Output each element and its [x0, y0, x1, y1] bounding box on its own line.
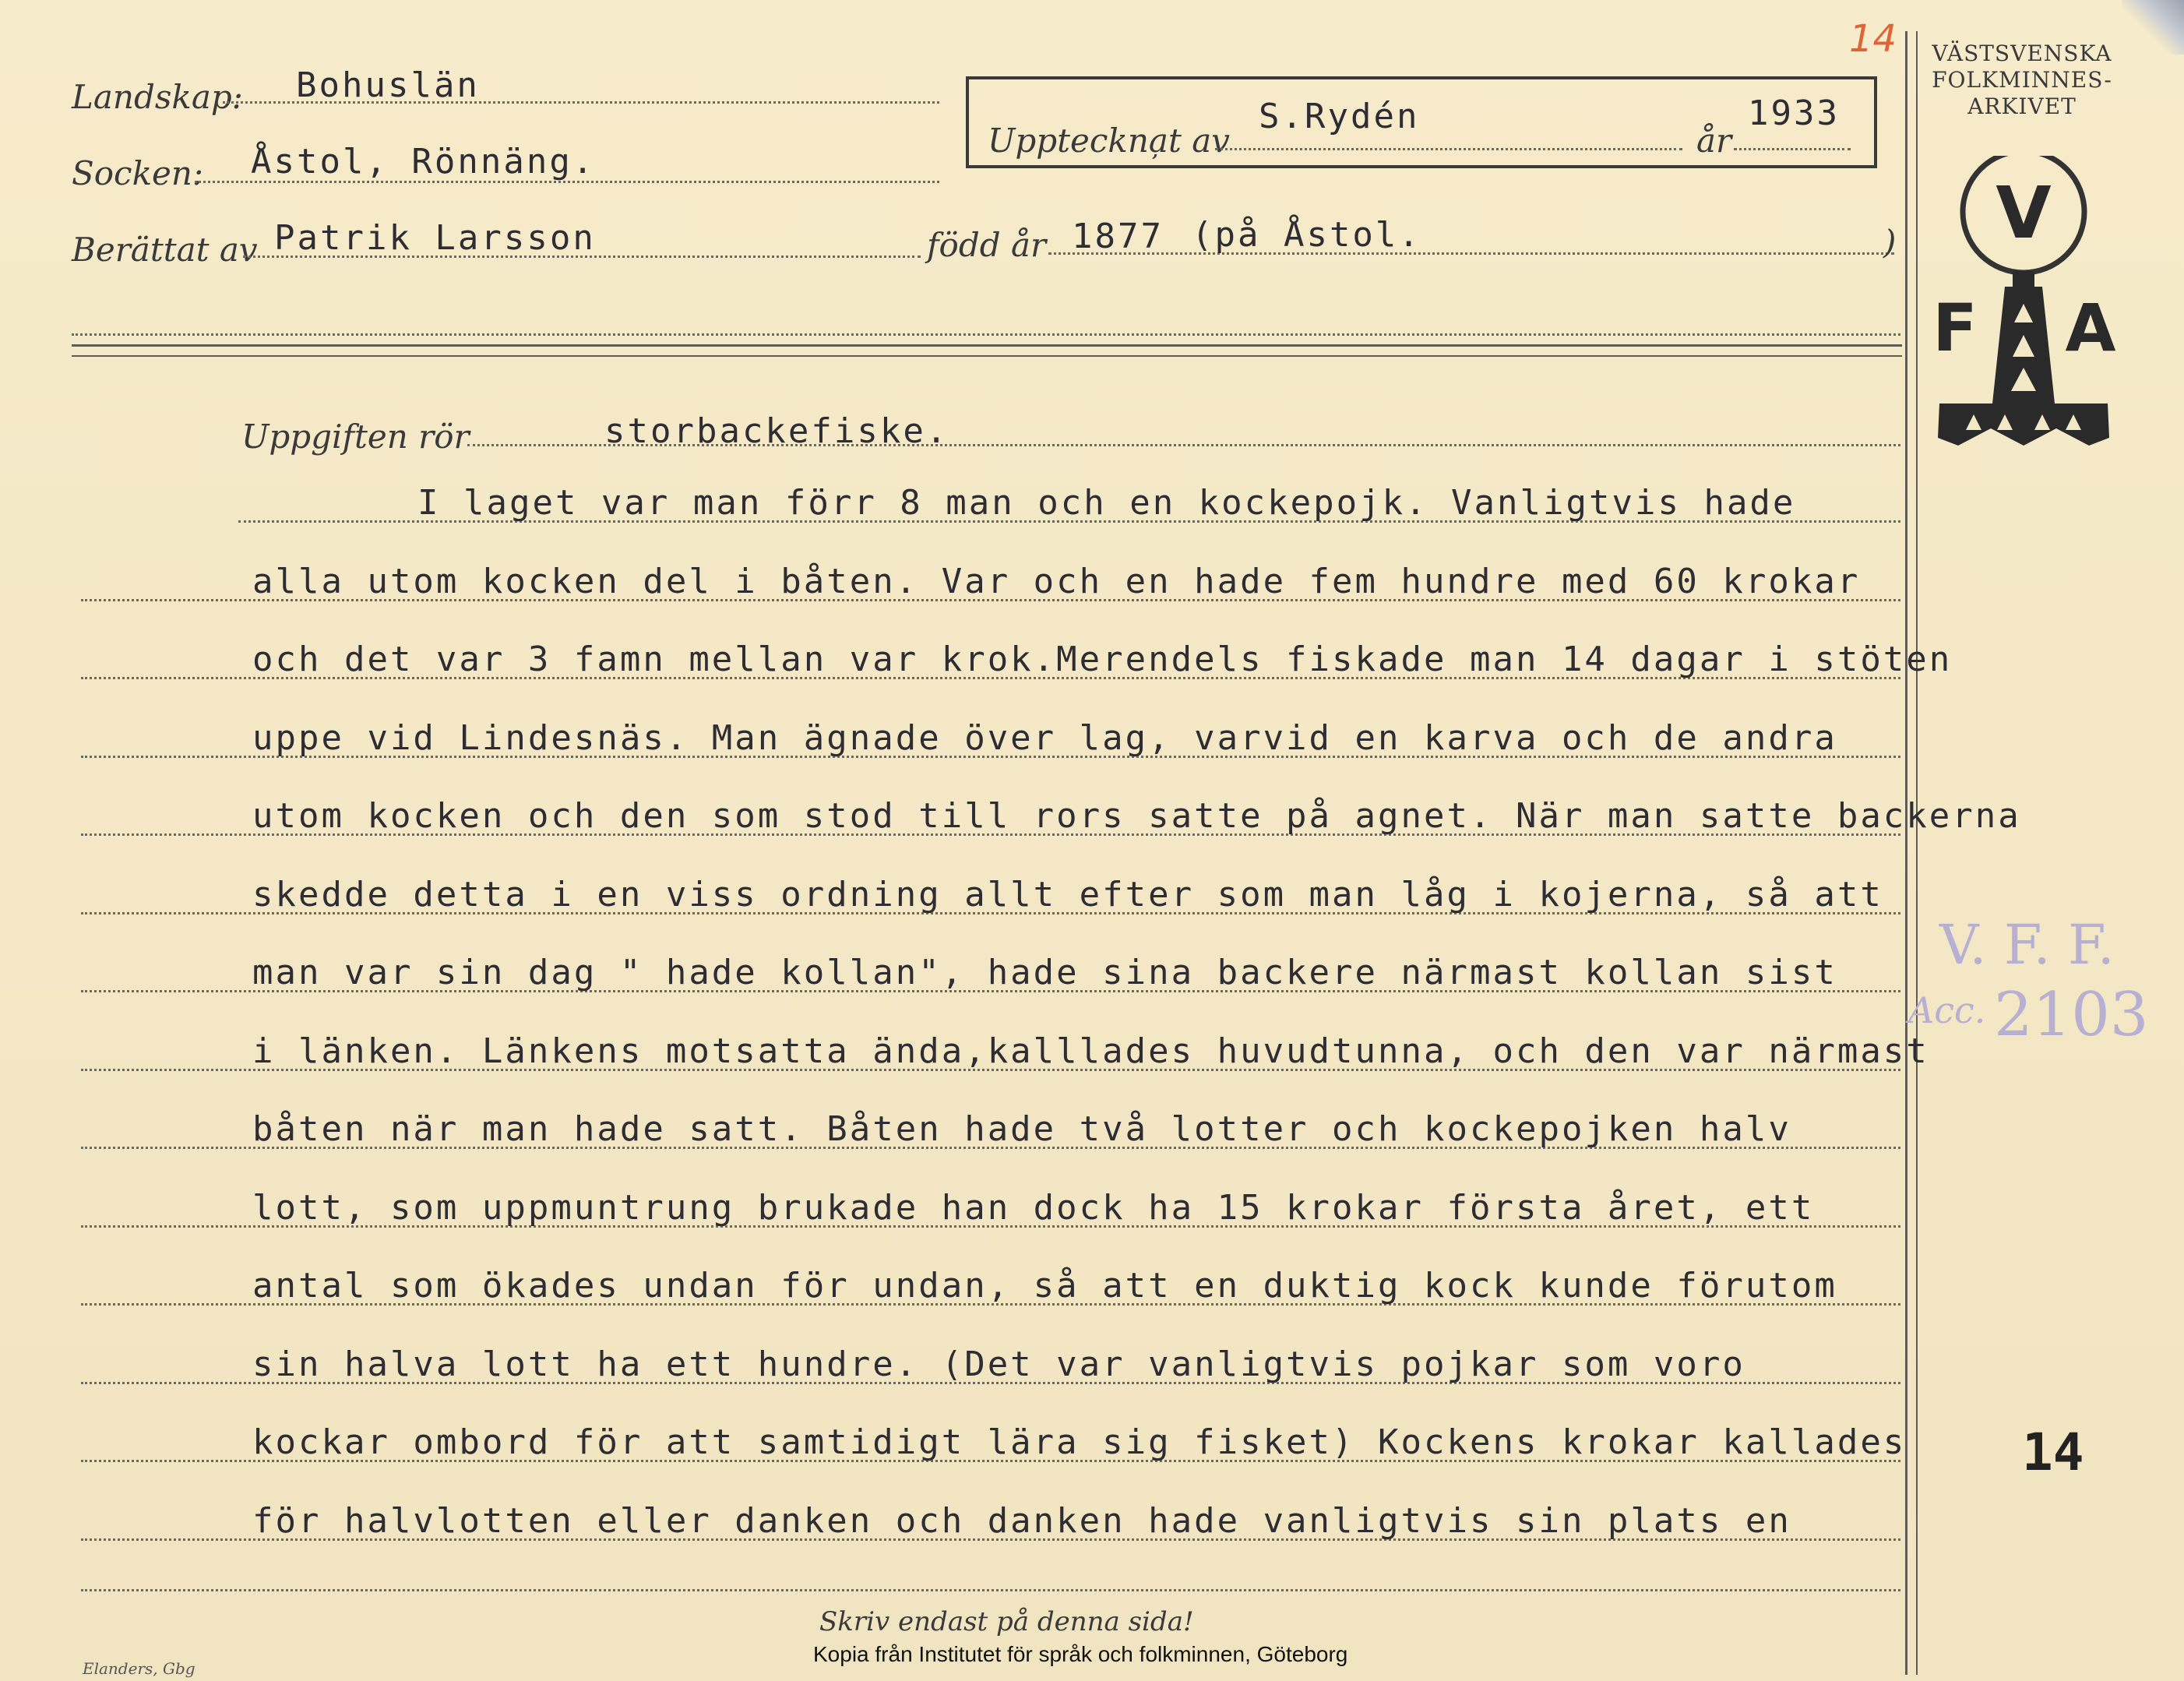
stamp-acc-label: Acc.	[1908, 989, 1986, 1031]
ar-value: 1933	[1748, 93, 1840, 133]
page-corner-fold	[2122, 0, 2184, 55]
transcript-line: kockar ombord för att samtidigt lära sig fisket) Kockens krokar kallades	[252, 1422, 1907, 1462]
transcript-line: uppe vid Lindesnäs. Man ägnade över lag, varvid en karva och de andra	[252, 717, 1837, 758]
stamp-vff: V. F. F.	[1939, 913, 2115, 977]
archive-name-line3: ARKIVET	[1967, 93, 2077, 119]
page-mark-red: 14	[1849, 17, 1897, 61]
stamp-acc-number: 2103	[1994, 980, 2149, 1050]
transcript-line: skedde detta i en viss ordning allt efter som man låg i kojerna, så att	[252, 874, 1883, 915]
transcript-line: utom kocken och den som stod till rors satte på agnet. När man satte backerna	[252, 796, 2021, 836]
footer-instruction: Skriv endast på denna sida!	[819, 1606, 1194, 1637]
transcript-line: i länken. Länkens motsatta ända,kalllades huvudtunna, och den var närmast	[252, 1031, 1929, 1071]
fodd-close-paren: )	[1883, 223, 1897, 261]
svg-text:A: A	[2065, 290, 2116, 366]
transcript-line: man var sin dag " hade kollan", hade sina backere närmast kollan sist	[252, 953, 1837, 992]
landskap-label: Landskap:	[72, 78, 243, 116]
fodd-dotted-line	[1048, 252, 1894, 255]
transcript-line: båten när man hade satt. Båten hade två lotter och kockepojken halv	[252, 1109, 1791, 1149]
transcript-line: sin halva lott ha ett hundre. (Det var vanligtvis pojkar som voro	[252, 1344, 1745, 1384]
vertical-rule-2	[1916, 31, 1918, 1675]
upptecknat-value: S.Rydén	[1259, 97, 1420, 136]
separator-rule-1	[72, 344, 1902, 347]
transcript-line: antal som ökades undan för undan, så att en duktig kock kunde förutom	[252, 1266, 1837, 1306]
copy-notice: Kopia från Institutet för språk och folkminnen, Göteborg	[813, 1642, 1348, 1666]
separator-rule-2	[72, 355, 1902, 357]
svg-text:V: V	[1996, 171, 2052, 255]
transcript-line: och det var 3 famn mellan var krok.Merendels fiskade man 14 dagar i stöten	[252, 640, 1953, 679]
end-dotted-line	[81, 1589, 1900, 1591]
ar-dotted-line	[1734, 148, 1851, 150]
subject-value: storbackefiske.	[604, 411, 949, 451]
landskap-value: Bohuslän	[296, 65, 480, 105]
fodd-label: född år	[927, 226, 1047, 264]
transcript-line: alla utom kocken del i båten. Var och en hade fem hundre med 60 krokar	[252, 561, 1861, 601]
upptecknat-dotted-line	[1215, 148, 1682, 150]
socken-value: Åstol, Rönnäng.	[251, 142, 596, 181]
archive-name-line2: FOLKMINNES-	[1932, 67, 2112, 93]
transcript-line: för halvlotten eller danken och danken hade vanligtvis sin plats en	[252, 1500, 1791, 1541]
margin-page-number: 14	[2022, 1422, 2084, 1482]
transcript-line: lott, som uppmuntrung brukade han dock ha 15 krokar första året, ett	[252, 1187, 1815, 1228]
berattat-label: Berättat av	[72, 231, 258, 269]
socken-label: Socken:	[72, 154, 204, 192]
transcript-line: I laget var man förr 8 man och en kockepojk. Vanligtvis hade	[417, 483, 1796, 523]
ar-label: år	[1696, 122, 1732, 160]
fodd-year: 1877	[1072, 217, 1164, 256]
upptecknat-label: Uppteckna̦t av	[988, 122, 1230, 160]
archive-name-line1: VÄSTSVENSKA	[1932, 41, 2112, 66]
blank-dotted-line	[72, 333, 1900, 336]
svg-text:F: F	[1932, 290, 1978, 366]
subject-label: Uppgiften rör	[241, 418, 470, 456]
vfa-logo-icon	[1924, 156, 2126, 460]
fodd-place: (på Åstol.	[1192, 215, 1421, 255]
printer-mark: Elanders, Gbg	[83, 1659, 196, 1678]
berattat-value: Patrik Larsson	[274, 218, 596, 258]
